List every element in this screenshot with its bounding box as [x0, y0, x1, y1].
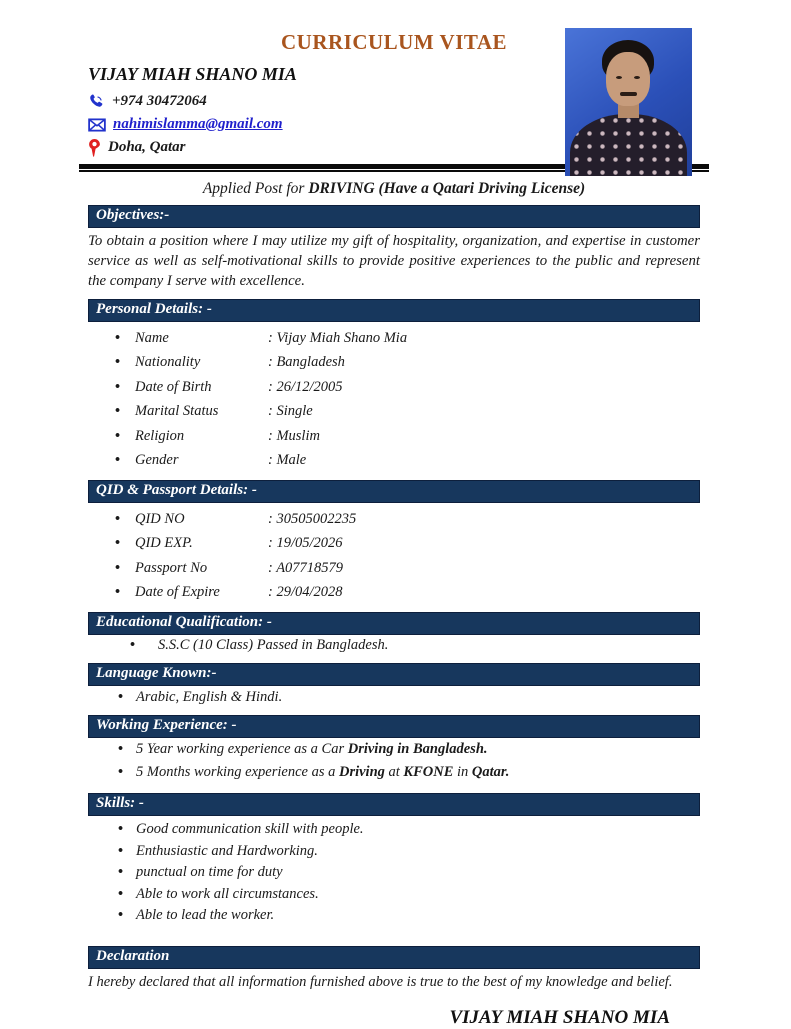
applicant-photo: [565, 28, 692, 176]
skill-text: Enthusiastic and Hardworking.: [136, 842, 318, 859]
detail-label: Date of Birth: [135, 378, 212, 395]
detail-label: Gender: [135, 452, 179, 469]
bullet-icon: [88, 560, 135, 577]
bullet-icon: [88, 535, 135, 552]
detail-label: Nationality: [135, 354, 201, 371]
skill-text: Good communication skill with people.: [136, 821, 364, 838]
detail-row-date-of-expire: [88, 580, 700, 605]
skill-item: [88, 840, 700, 862]
page-title: CURRICULUM VITAE: [281, 30, 507, 54]
section-header-declaration: [88, 946, 700, 969]
bullet-icon: [88, 403, 135, 420]
skill-item: [88, 819, 700, 841]
skill-item: [88, 883, 700, 905]
detail-label: QID NO: [135, 510, 185, 527]
applied-post-highlight: DRIVING (Have a Qatari Driving License): [308, 180, 586, 197]
bullet-icon: [88, 864, 136, 881]
applied-post-line: [88, 180, 700, 198]
bullet-icon: [88, 689, 136, 706]
bullet-icon: [88, 886, 136, 903]
section-title: Working Experience: -: [96, 716, 237, 733]
skills-list: [88, 819, 700, 927]
bullet-icon: [88, 764, 136, 781]
detail-row-gender: [88, 448, 700, 473]
section-header-skills: [88, 793, 700, 816]
experience-text: 5 Year working experience as a Car Driving in Bangladesh.: [136, 740, 488, 757]
detail-row-qid-exp: [88, 531, 700, 556]
detail-row-qid-no: [88, 507, 700, 532]
detail-row-date-of-birth: [88, 375, 700, 400]
language-text: Arabic, English & Hindi.: [136, 688, 283, 705]
bullet-icon: [88, 379, 135, 396]
detail-label: Passport No: [135, 559, 208, 576]
email-link[interactable]: nahimislamma@gmail.com: [113, 116, 283, 132]
skill-text: Able to work all circumstances.: [136, 885, 319, 902]
applicant-name: VIJAY MIAH SHANO MIA: [88, 64, 297, 84]
experience-item: [88, 761, 700, 784]
detail-value: : 19/05/2026: [268, 535, 343, 552]
detail-row-nationality: [88, 350, 700, 375]
detail-value: : Muslim: [268, 427, 320, 444]
skill-text: Able to lead the worker.: [136, 907, 275, 924]
section-title: Objectives:-: [96, 207, 170, 223]
bullet-icon: [88, 907, 136, 924]
experience-text: 5 Months working experience as a Driving at KFONE in Qatar.: [136, 763, 510, 780]
bullet-icon: [88, 452, 135, 469]
skill-text: punctual on time for duty: [136, 864, 283, 881]
qid-passport-list: [88, 507, 700, 605]
photo-mustache: [620, 92, 637, 96]
detail-row-marital-status: [88, 399, 700, 424]
section-header-working-experience: [88, 715, 700, 738]
bullet-icon: [88, 330, 135, 347]
location-text: Doha, Qatar: [108, 139, 186, 155]
education-text: S.S.C (10 Class) Passed in Bangladesh.: [158, 637, 389, 654]
detail-label: Religion: [135, 427, 185, 444]
detail-row-religion: [88, 424, 700, 449]
section-title: Language Known:-: [96, 665, 217, 682]
objectives-body: To obtain a position where I may utilize my gift of hospitality, organization, and expertise in customer service as well as self-motivational skills to provide positive experiences to the public and represent the company I serve with excellence.: [88, 233, 700, 289]
language-item: [88, 686, 700, 708]
email-icon: [88, 118, 106, 132]
section-title: Declaration: [96, 948, 170, 965]
phone-number: +974 30472064: [112, 93, 207, 109]
detail-row-passport-no: [88, 556, 700, 581]
section-header-language: [88, 663, 700, 686]
section-title: Personal Details: -: [96, 300, 212, 317]
applied-post-prefix: Applied Post for: [202, 180, 309, 197]
detail-value: : A07718579: [268, 559, 344, 576]
cv-page: [88, 0, 700, 1029]
signature-name: VIJAY MIAH SHANO MIA: [449, 1007, 670, 1029]
section-header-personal-details: [88, 299, 700, 322]
section-title: Skills: -: [96, 794, 144, 811]
detail-value: : 29/04/2028: [268, 584, 343, 601]
detail-value: : Single: [268, 403, 313, 420]
photo-eye: [616, 76, 622, 79]
bullet-icon: [88, 584, 135, 601]
skill-item: [88, 862, 700, 884]
bullet-icon: [88, 511, 135, 528]
photo-face: [606, 52, 650, 106]
detail-value: : Bangladesh: [268, 354, 345, 371]
photo-shirt: [570, 114, 687, 176]
detail-row-name: [88, 326, 700, 351]
detail-value: : Male: [268, 452, 307, 469]
section-title: Educational Qualification: -: [96, 613, 272, 630]
location-pin-icon: [88, 139, 101, 157]
bullet-icon: [88, 843, 136, 860]
bullet-icon: [88, 354, 135, 371]
detail-value: : 26/12/2005: [268, 378, 343, 395]
detail-label: Date of Expire: [135, 584, 220, 601]
education-item: [88, 635, 700, 657]
detail-label: Name: [135, 329, 169, 346]
declaration-body: I hereby declared that all information furnished above is true to the best of my knowledge and belief.: [88, 974, 673, 991]
section-header-education: [88, 612, 700, 635]
section-title: QID & Passport Details: -: [96, 481, 257, 498]
bullet-icon: [88, 428, 135, 445]
phone-icon: [88, 93, 105, 110]
personal-details-list: [88, 326, 700, 473]
section-header-qid-passport: [88, 480, 700, 503]
photo-eye: [634, 76, 640, 79]
detail-value: : Vijay Miah Shano Mia: [268, 329, 408, 346]
section-header-objectives: [88, 205, 700, 228]
bullet-icon: [88, 637, 158, 654]
detail-value: : 30505002235: [268, 510, 357, 527]
detail-label: QID EXP.: [135, 535, 193, 552]
bullet-icon: [88, 821, 136, 838]
skill-item: [88, 905, 700, 927]
experience-item: [88, 738, 700, 761]
bullet-icon: [88, 741, 136, 758]
detail-label: Marital Status: [135, 403, 219, 420]
